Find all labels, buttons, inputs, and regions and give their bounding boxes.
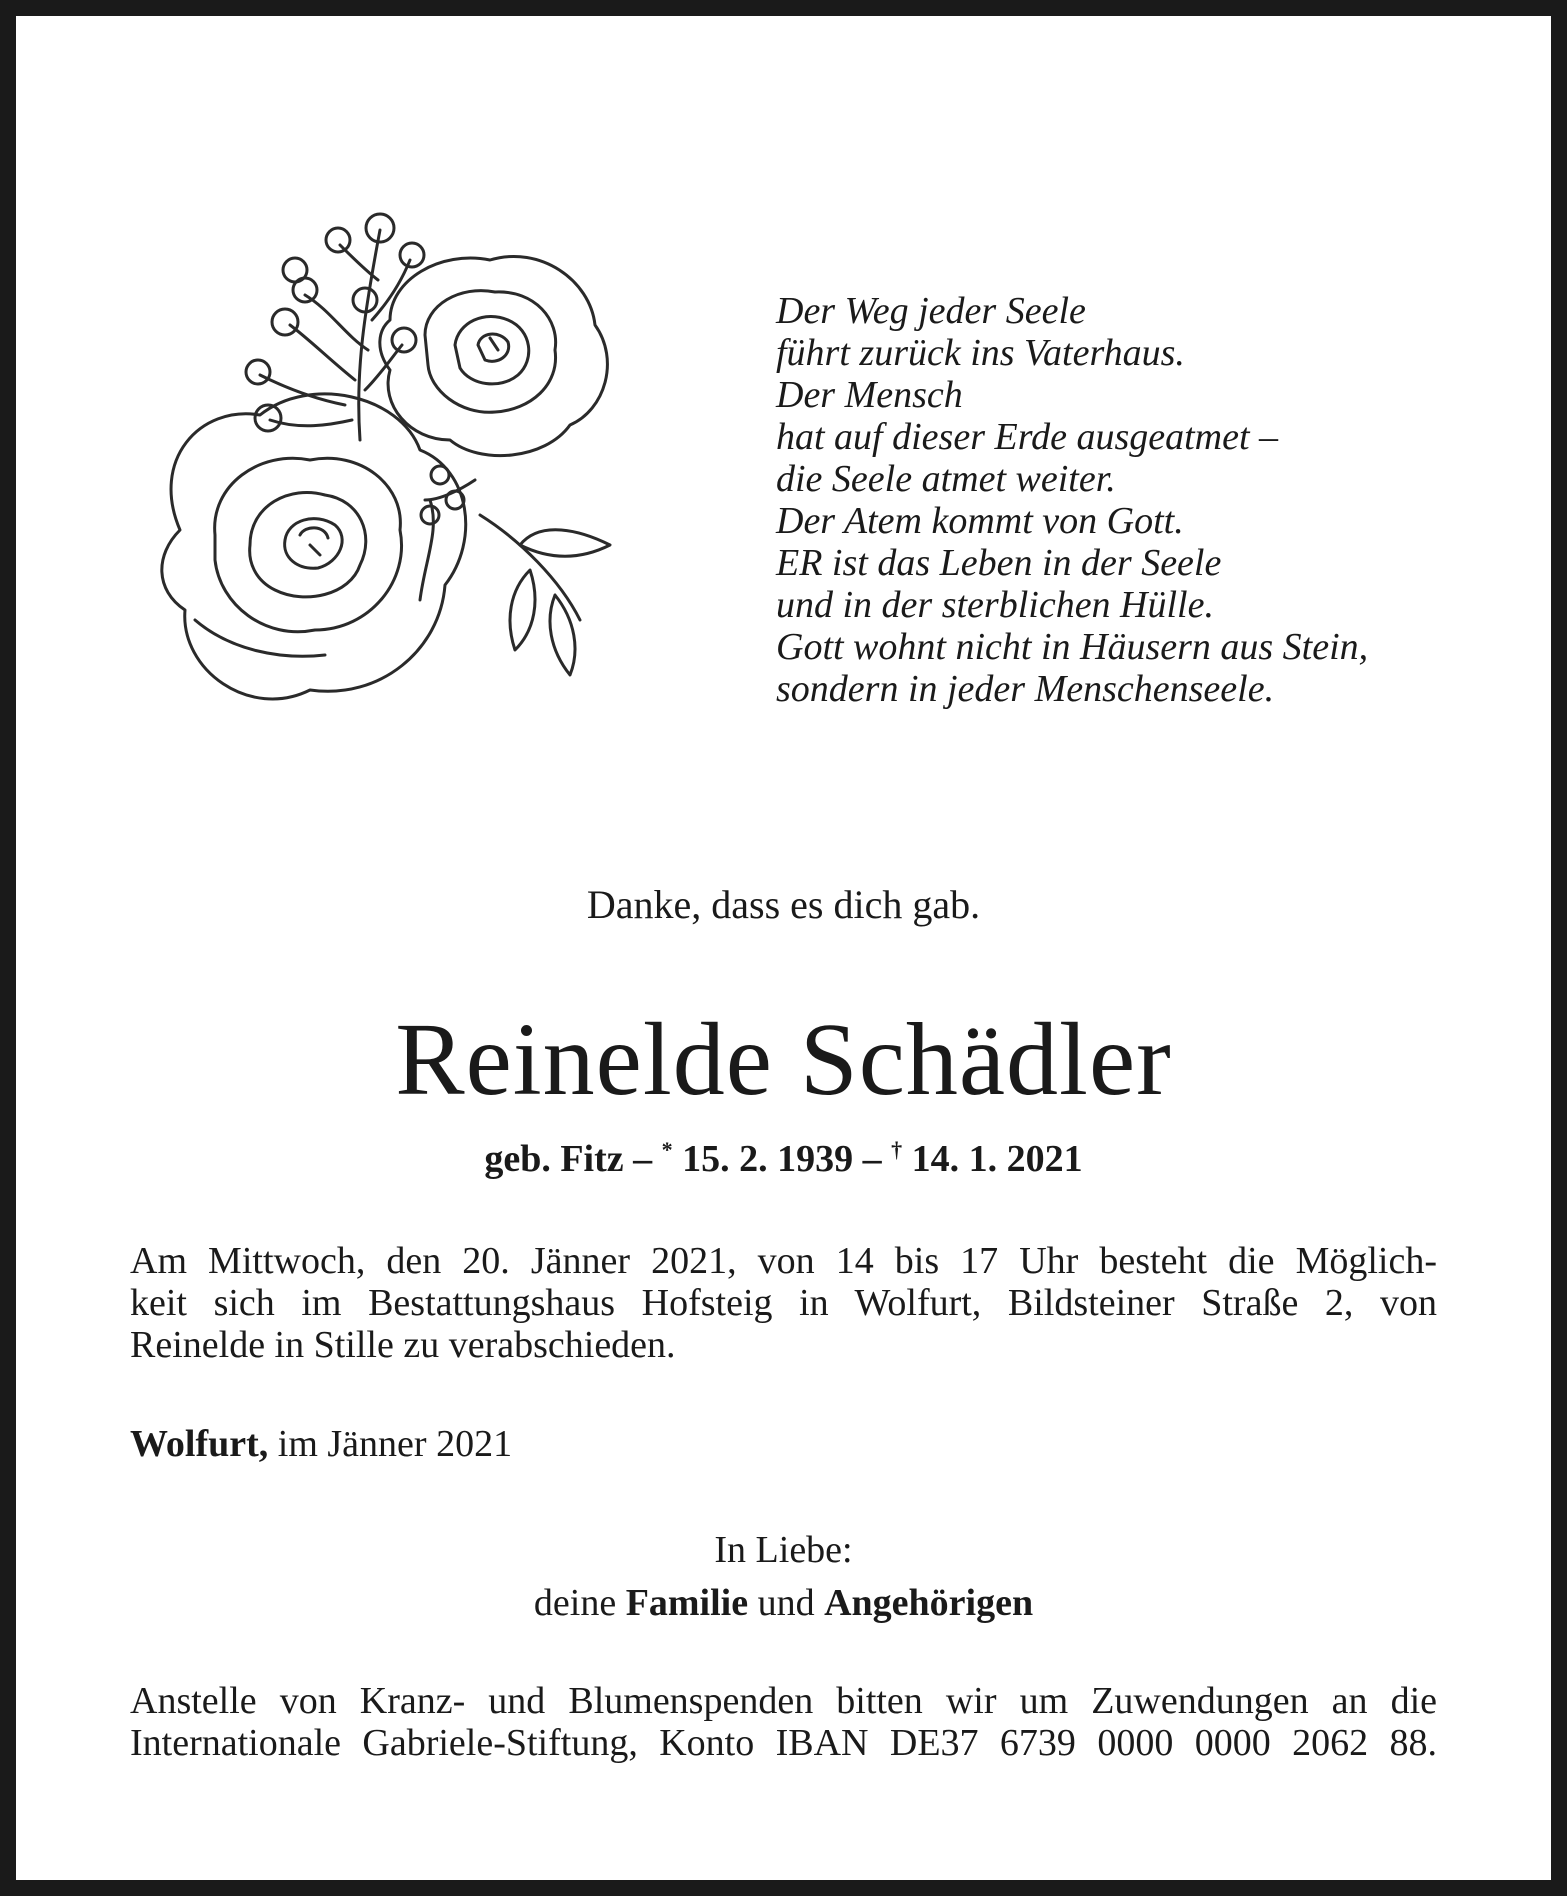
donation-paragraph [130,1680,1437,1764]
birth-symbol: * [661,1137,673,1162]
poem-line: die Seele atmet weiter. [776,458,1116,500]
signoff-family-word: Familie [625,1582,749,1624]
poem-line: hat auf dieser Erde ausgeatmet – [776,416,1279,458]
signoff-middle: und [748,1582,825,1624]
donation-line: Anstelle von Kranz- und Blumenspenden bitten wir um Zuwendungen an die [130,1680,1437,1722]
poem-line: ER ist das Leben in der Seele [776,542,1222,584]
farewell-line: Am Mittwoch, den 20. Jänner 2021, von 14 bis 17 Uhr besteht die Möglich- [130,1240,1437,1282]
place-month: im Jänner 2021 [268,1423,513,1465]
poem-line: Der Weg jeder Seele [776,290,1086,332]
poem-line: Der Atem kommt von Gott. [776,500,1184,542]
birth-date: 15. 2. 1939 – [672,1138,892,1180]
poem [776,290,1476,710]
signoff-intro: In Liebe: [714,1529,853,1571]
life-dates [0,1125,1567,1184]
signoff-family [0,1578,1567,1628]
death-symbol: † [891,1137,903,1162]
poem-line: Gott wohnt nicht in Häusern aus Stein, [776,626,1369,668]
signoff-relatives: Angehörigen [824,1582,1034,1624]
place-date [130,1423,1437,1465]
donation-line: Internationale Gabriele-Stiftung, Konto IBAN DE37 6739 0000 0000 2062 88. [130,1722,1437,1764]
poem-line: führt zurück ins Vaterhaus. [776,332,1185,374]
farewell-paragraph [130,1240,1437,1366]
place-town: Wolfurt, [130,1423,269,1465]
poem-line: sondern in jeder Menschenseele. [776,668,1275,710]
death-date: 14. 1. 2021 [902,1138,1083,1180]
maiden-name: geb. Fitz – [484,1138,662,1180]
signoff-prefix: deine [533,1582,626,1624]
poem-line: Der Mensch [776,374,963,416]
poem-line: und in der sterblichen Hülle. [776,584,1214,626]
thanks-line: Danke, dass es dich gab. [586,882,981,927]
farewell-line: keit sich im Bestattungshaus Hofsteig in Wolfurt, Bildsteiner Straße 2, von [130,1282,1437,1324]
farewell-line: Reinelde in Stille zu verabschieden. [130,1324,676,1366]
rose-illustration [140,200,690,750]
deceased-name: Reinelde Schädler [395,1002,1172,1117]
